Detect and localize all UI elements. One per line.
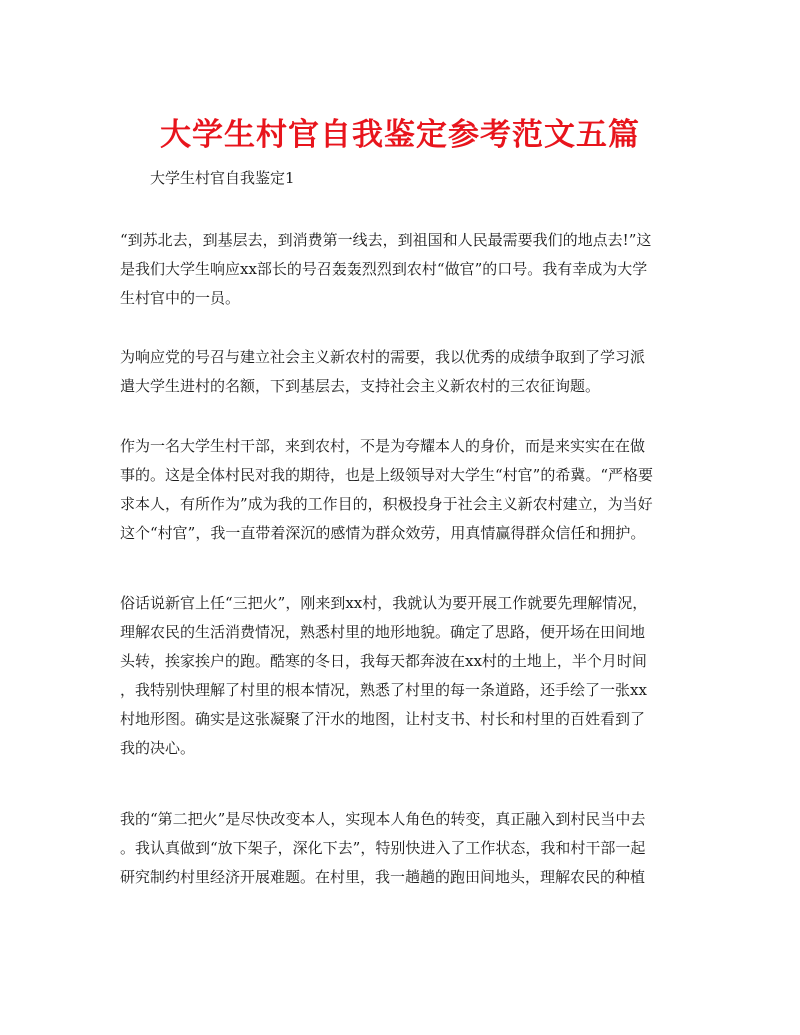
- paragraph-line: 村地形图。确实是这张凝聚了汗水的地图，让村支书、村长和村里的百姓看到了: [120, 710, 646, 728]
- paragraph-line: 事的。这是全体村民对我的期待，也是上级领导对大学生“村官”的希冀。“严格要: [120, 466, 654, 484]
- paragraph-line: 遣大学生进村的名额，下到基层去，支持社会主义新农村的三农征询题。: [120, 377, 601, 395]
- paragraph-2: [120, 343, 685, 401]
- paragraph-1: [120, 226, 685, 313]
- paragraph-line: 头转，挨家挨户的跑。酷寒的冬日，我每天都奔波在xx村的土地上，半个月时间: [120, 652, 647, 670]
- paragraph-line: 生村官中的一员。: [120, 289, 241, 307]
- paragraph-line: 。我认真做到“放下架子，深化下去”，特别快进入了工作状态，我和村干部一起: [120, 839, 646, 857]
- paragraph-line: 这个“村官”，我一直带着深沉的感情为群众效劳，用真情赢得群众信任和拥护。: [120, 524, 646, 542]
- paragraph-line: “到苏北去，到基层去，到消费第一线去，到祖国和人民最需要我们的地点去!”这: [120, 231, 652, 249]
- paragraph-line: 是我们大学生响应xx部长的号召轰轰烈烈到农村“做官”的口号。我有幸成为大学: [120, 260, 648, 278]
- paragraph-5: [120, 805, 685, 892]
- document-subtitle: 大学生村官自我鉴定1: [150, 169, 295, 187]
- paragraph-line: 理解农民的生活消费情况，熟悉村里的地形地貌。确定了思路，便开场在田间地: [120, 623, 646, 641]
- paragraph-line: 我的决心。: [120, 739, 196, 757]
- paragraph-line: 我的“第二把火”是尽快改变本人，实现本人角色的转变，真正融入到村民当中去: [120, 810, 646, 828]
- paragraph-4: [120, 589, 685, 763]
- paragraph-line: 为响应党的号召与建立社会主义新农村的需要，我以优秀的成绩争取到了学习派: [120, 348, 646, 366]
- paragraph-line: 求本人，有所作为”成为我的工作目的，积极投身于社会主义新农村建立，为当好: [120, 495, 653, 513]
- paragraph-3: [120, 432, 685, 548]
- paragraph-line: 作为一名大学生村干部，来到农村，不是为夸耀本人的身价，而是来实实在在做: [120, 437, 646, 455]
- document-title: 大学生村官自我鉴定参考范文五篇: [160, 117, 640, 153]
- paragraph-line: ，我特别快理解了村里的根本情况，熟悉了村里的每一条道路，还手绘了一张xx: [120, 681, 647, 699]
- paragraph-line: 俗话说新官上任“三把火”，刚来到xx村，我就认为要开展工作就要先理解情况，: [120, 594, 648, 612]
- paragraph-line: 研究制约村里经济开展难题。在村里，我一趟趟的跑田间地头，理解农民的种植: [120, 868, 646, 886]
